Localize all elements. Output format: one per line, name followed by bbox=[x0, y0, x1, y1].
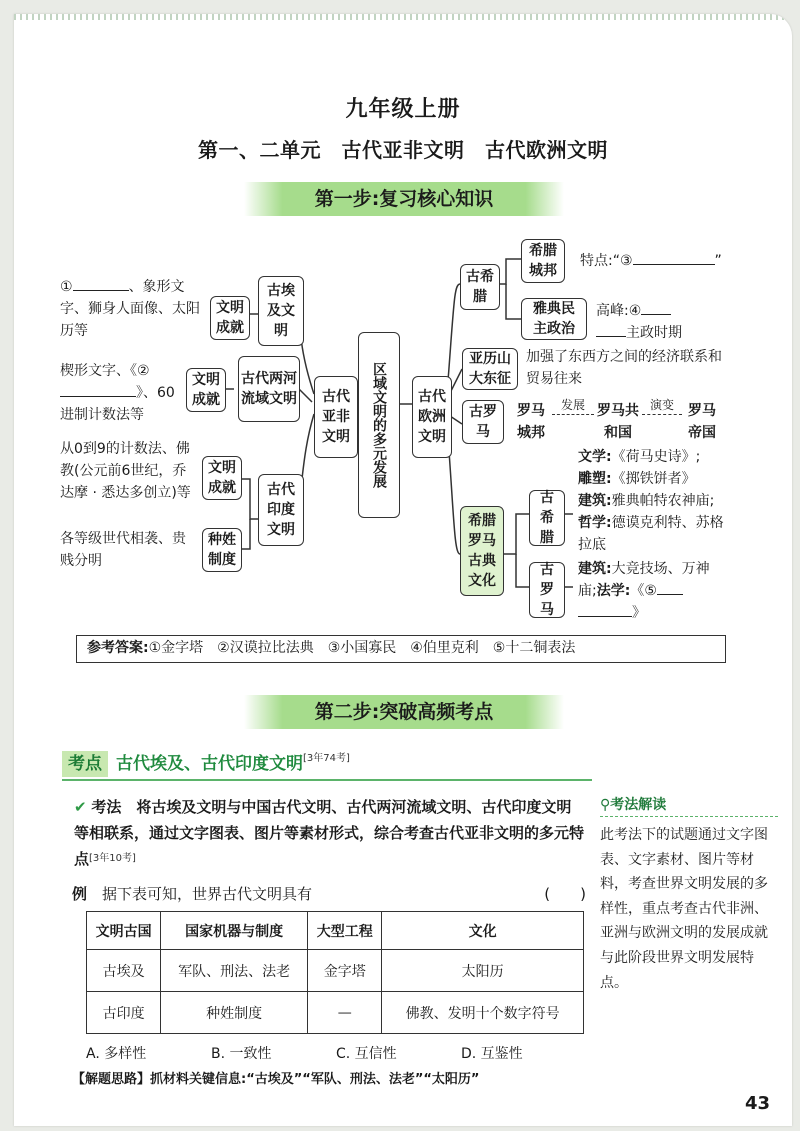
greece-sub1-node bbox=[521, 239, 565, 283]
rome-arch-label: 建筑: bbox=[578, 561, 612, 577]
lit-label: 文学: bbox=[578, 449, 612, 465]
lit-text: 《荷马史诗》; bbox=[611, 449, 701, 465]
table-row bbox=[87, 992, 584, 1034]
culture-rome-detail bbox=[578, 558, 728, 624]
india-detail2: 各等级世代相袭、贵贱分明 bbox=[60, 531, 186, 569]
grade-title: 九年级上册 bbox=[345, 97, 461, 122]
india-sub2-label: 种姓制度 bbox=[208, 532, 236, 568]
page bbox=[14, 14, 792, 1126]
rome-arrow1: 发展 bbox=[552, 396, 594, 415]
mesopotamia-detail bbox=[60, 360, 182, 426]
side-title bbox=[600, 794, 778, 817]
kaofa-label: 考法 bbox=[91, 798, 122, 816]
india-label: 古代印度文明 bbox=[267, 482, 295, 538]
table-header: 文明古国 bbox=[87, 912, 161, 950]
side-title-text: 考法解读 bbox=[610, 797, 667, 813]
kaofa-block bbox=[74, 794, 586, 872]
answer-bar bbox=[76, 635, 726, 663]
magnifier-icon: ⚲ bbox=[600, 797, 611, 813]
culture-greece-arch-phil bbox=[578, 490, 728, 556]
kaodian-label: 考点 bbox=[62, 751, 108, 777]
mesopotamia-detail-pre: 楔形文字、《② bbox=[60, 363, 150, 379]
kaodian-title: 古代埃及、古代印度文明 bbox=[116, 754, 303, 774]
culture-greece-sculpt bbox=[578, 468, 774, 490]
india-detail1: 从0到9的计数法、佛教(公元前6世纪，乔达摩 · 悉达多创立)等 bbox=[60, 441, 191, 501]
table-cell: 金字塔 bbox=[308, 950, 382, 992]
mesopotamia-blank-line bbox=[60, 396, 136, 397]
analysis bbox=[72, 1068, 612, 1087]
egypt-detail-text: 、象形文字、狮身人面像、太阳历等 bbox=[60, 279, 200, 339]
egypt-detail bbox=[60, 276, 205, 342]
greece-blank2-line-b bbox=[596, 336, 626, 337]
example bbox=[72, 883, 592, 905]
egypt-blank-num: ① bbox=[60, 279, 73, 295]
india-node bbox=[258, 474, 304, 546]
india-sub1-node bbox=[202, 456, 242, 500]
unit-title: 第一、二单元 古代亚非文明 古代欧洲文明 bbox=[198, 138, 608, 162]
culture-greece-lit bbox=[578, 446, 774, 468]
side-body: 此考法下的试题通过文字图表、文字素材、图片等材料，考查世界文明发展的多样性，重点考查古代非洲、亚洲与欧洲文明的发展成就与此阶段世界文明发展特点。 bbox=[600, 827, 768, 991]
india-sub1-label: 文明成就 bbox=[208, 460, 236, 496]
greece-label: 古希腊 bbox=[466, 269, 494, 305]
rome-law-blank bbox=[657, 594, 683, 595]
rome-node bbox=[462, 400, 504, 444]
greece-detail1 bbox=[580, 250, 770, 272]
sculpt-label: 雕塑: bbox=[578, 471, 612, 487]
greece-detail1-pre: 特点:“③ bbox=[580, 253, 633, 269]
side-panel bbox=[600, 794, 778, 995]
alexander-label: 亚历山大东征 bbox=[469, 351, 511, 387]
option-c[interactable]: C. 互信性 bbox=[336, 1046, 397, 1062]
egypt-label: 古埃及文明 bbox=[267, 283, 295, 339]
kaodian-freq: [3年74考] bbox=[303, 753, 350, 764]
example-question: 据下表可知，世界古代文明具有 bbox=[102, 885, 313, 903]
egypt-sub-label: 文明成就 bbox=[216, 300, 244, 336]
rome-law-pre: 《⑤ bbox=[630, 583, 657, 599]
option-d[interactable]: D. 互鉴性 bbox=[461, 1046, 523, 1062]
greece-blank1-line bbox=[633, 264, 715, 265]
analysis-label: 【解题思路】 bbox=[72, 1072, 151, 1087]
culture-greece-node bbox=[529, 490, 565, 546]
kaodian-rule bbox=[62, 779, 592, 781]
rome-law-label: 法学: bbox=[596, 583, 631, 599]
example-label: 例 bbox=[72, 885, 88, 903]
rome-stage3: 罗马帝国 bbox=[688, 403, 716, 441]
table-cell: 种姓制度 bbox=[161, 992, 308, 1034]
table-cell: 佛教、发明十个数字符号 bbox=[382, 992, 584, 1034]
comparison-table bbox=[86, 911, 584, 1034]
table-header: 国家机器与制度 bbox=[161, 912, 308, 950]
greece-detail2-pre: 高峰:④ bbox=[596, 303, 642, 319]
check-icon: ✔ bbox=[74, 798, 87, 816]
rome-arrow2: 演变 bbox=[642, 396, 682, 415]
option-a[interactable]: A. 多样性 bbox=[86, 1046, 147, 1062]
left-main-node bbox=[314, 376, 358, 458]
alexander-node bbox=[462, 348, 518, 390]
phil-text: 德谟克利特、苏格拉底 bbox=[578, 515, 724, 553]
options bbox=[86, 1043, 586, 1063]
answer-text: ①金字塔 ②汉谟拉比法典 ③小国寡民 ④伯里克利 ⑤十二铜表法 bbox=[148, 640, 576, 656]
greece-detail2-post: 主政时期 bbox=[626, 325, 682, 341]
culture-rome-node bbox=[529, 562, 565, 618]
table-header: 大型工程 bbox=[308, 912, 382, 950]
mesopotamia-sub-label: 文明成就 bbox=[192, 372, 220, 408]
mesopotamia-detail-post: 》、60 进制计数法等 bbox=[60, 385, 175, 423]
right-main-label: 古代欧洲文明 bbox=[418, 389, 446, 445]
rome-stage1: 罗马城邦 bbox=[517, 403, 545, 441]
table-cell: 古埃及 bbox=[87, 950, 161, 992]
table-row bbox=[87, 950, 584, 992]
culture-node bbox=[460, 506, 504, 596]
answer-label: 参考答案: bbox=[87, 640, 149, 656]
right-main-node bbox=[412, 376, 452, 458]
left-main-label: 古代亚非文明 bbox=[322, 389, 350, 445]
option-b[interactable]: B. 一致性 bbox=[211, 1046, 272, 1062]
phil-label: 哲学: bbox=[578, 515, 612, 531]
table-header: 文化 bbox=[382, 912, 584, 950]
kaofa-text: 将古埃及文明与中国古代文明、古代两河流域文明、古代印度文明等相联系，通过文字图表、图片等素材形式，综合考查古代亚非文明的多元特点 bbox=[74, 798, 585, 868]
arch-label: 建筑: bbox=[578, 493, 612, 509]
egypt-sub-node bbox=[210, 296, 250, 340]
greece-detail2 bbox=[596, 300, 716, 344]
table-header-row bbox=[87, 912, 584, 950]
rome-label: 古罗马 bbox=[469, 404, 497, 440]
rome-law-blank-b bbox=[578, 616, 632, 617]
rome-law-post: 》 bbox=[632, 605, 646, 621]
mesopotamia-sub-node bbox=[186, 368, 226, 412]
culture-rome-label: 古罗马 bbox=[540, 562, 554, 618]
greece-sub2-node bbox=[521, 298, 587, 340]
egypt-blank-line bbox=[73, 290, 129, 291]
example-paren: ( ) bbox=[544, 885, 586, 903]
table-cell: 军队、刑法、法老 bbox=[161, 950, 308, 992]
alexander-detail: 加强了东西方之间的经济联系和贸易往来 bbox=[526, 349, 722, 387]
mesopotamia-label: 古代两河流域文明 bbox=[241, 371, 297, 407]
analysis-text: 抓材料关键信息:“古埃及”“军队、刑法、法老”“太阳历” bbox=[150, 1072, 480, 1087]
greece-blank2-line bbox=[641, 314, 671, 315]
center-node: 区域文明的多元发展 bbox=[358, 332, 400, 518]
egypt-node bbox=[258, 276, 304, 346]
sculpt-text: 《掷铁饼者》 bbox=[611, 471, 696, 487]
mesopotamia-node bbox=[238, 356, 300, 422]
greece-sub1-label: 希腊城邦 bbox=[529, 243, 557, 279]
arch-text: 雅典帕特农神庙; bbox=[611, 493, 715, 509]
step2-banner: 第二步:突破高频考点 bbox=[244, 695, 564, 729]
culture-greece-label: 古希腊 bbox=[540, 490, 554, 546]
table-cell: 古印度 bbox=[87, 992, 161, 1034]
table-cell: 太阳历 bbox=[382, 950, 584, 992]
greece-node bbox=[460, 264, 500, 310]
page-number: 43 bbox=[744, 1093, 770, 1114]
kaofa-freq: [3年10考] bbox=[89, 853, 136, 864]
step1-banner: 第一步:复习核心知识 bbox=[244, 182, 564, 216]
india-sub2-node bbox=[202, 528, 242, 572]
greece-sub2-label: 雅典民主政治 bbox=[533, 301, 575, 337]
kaodian-heading bbox=[62, 749, 582, 779]
greece-detail1-post: ” bbox=[714, 253, 722, 269]
table-cell: — bbox=[308, 992, 382, 1034]
rome-arch-text: 大竞技场、万神庙; bbox=[578, 561, 710, 599]
culture-label: 希腊罗马古典文化 bbox=[468, 513, 496, 589]
rome-stage2: 罗马共和国 bbox=[597, 403, 639, 441]
